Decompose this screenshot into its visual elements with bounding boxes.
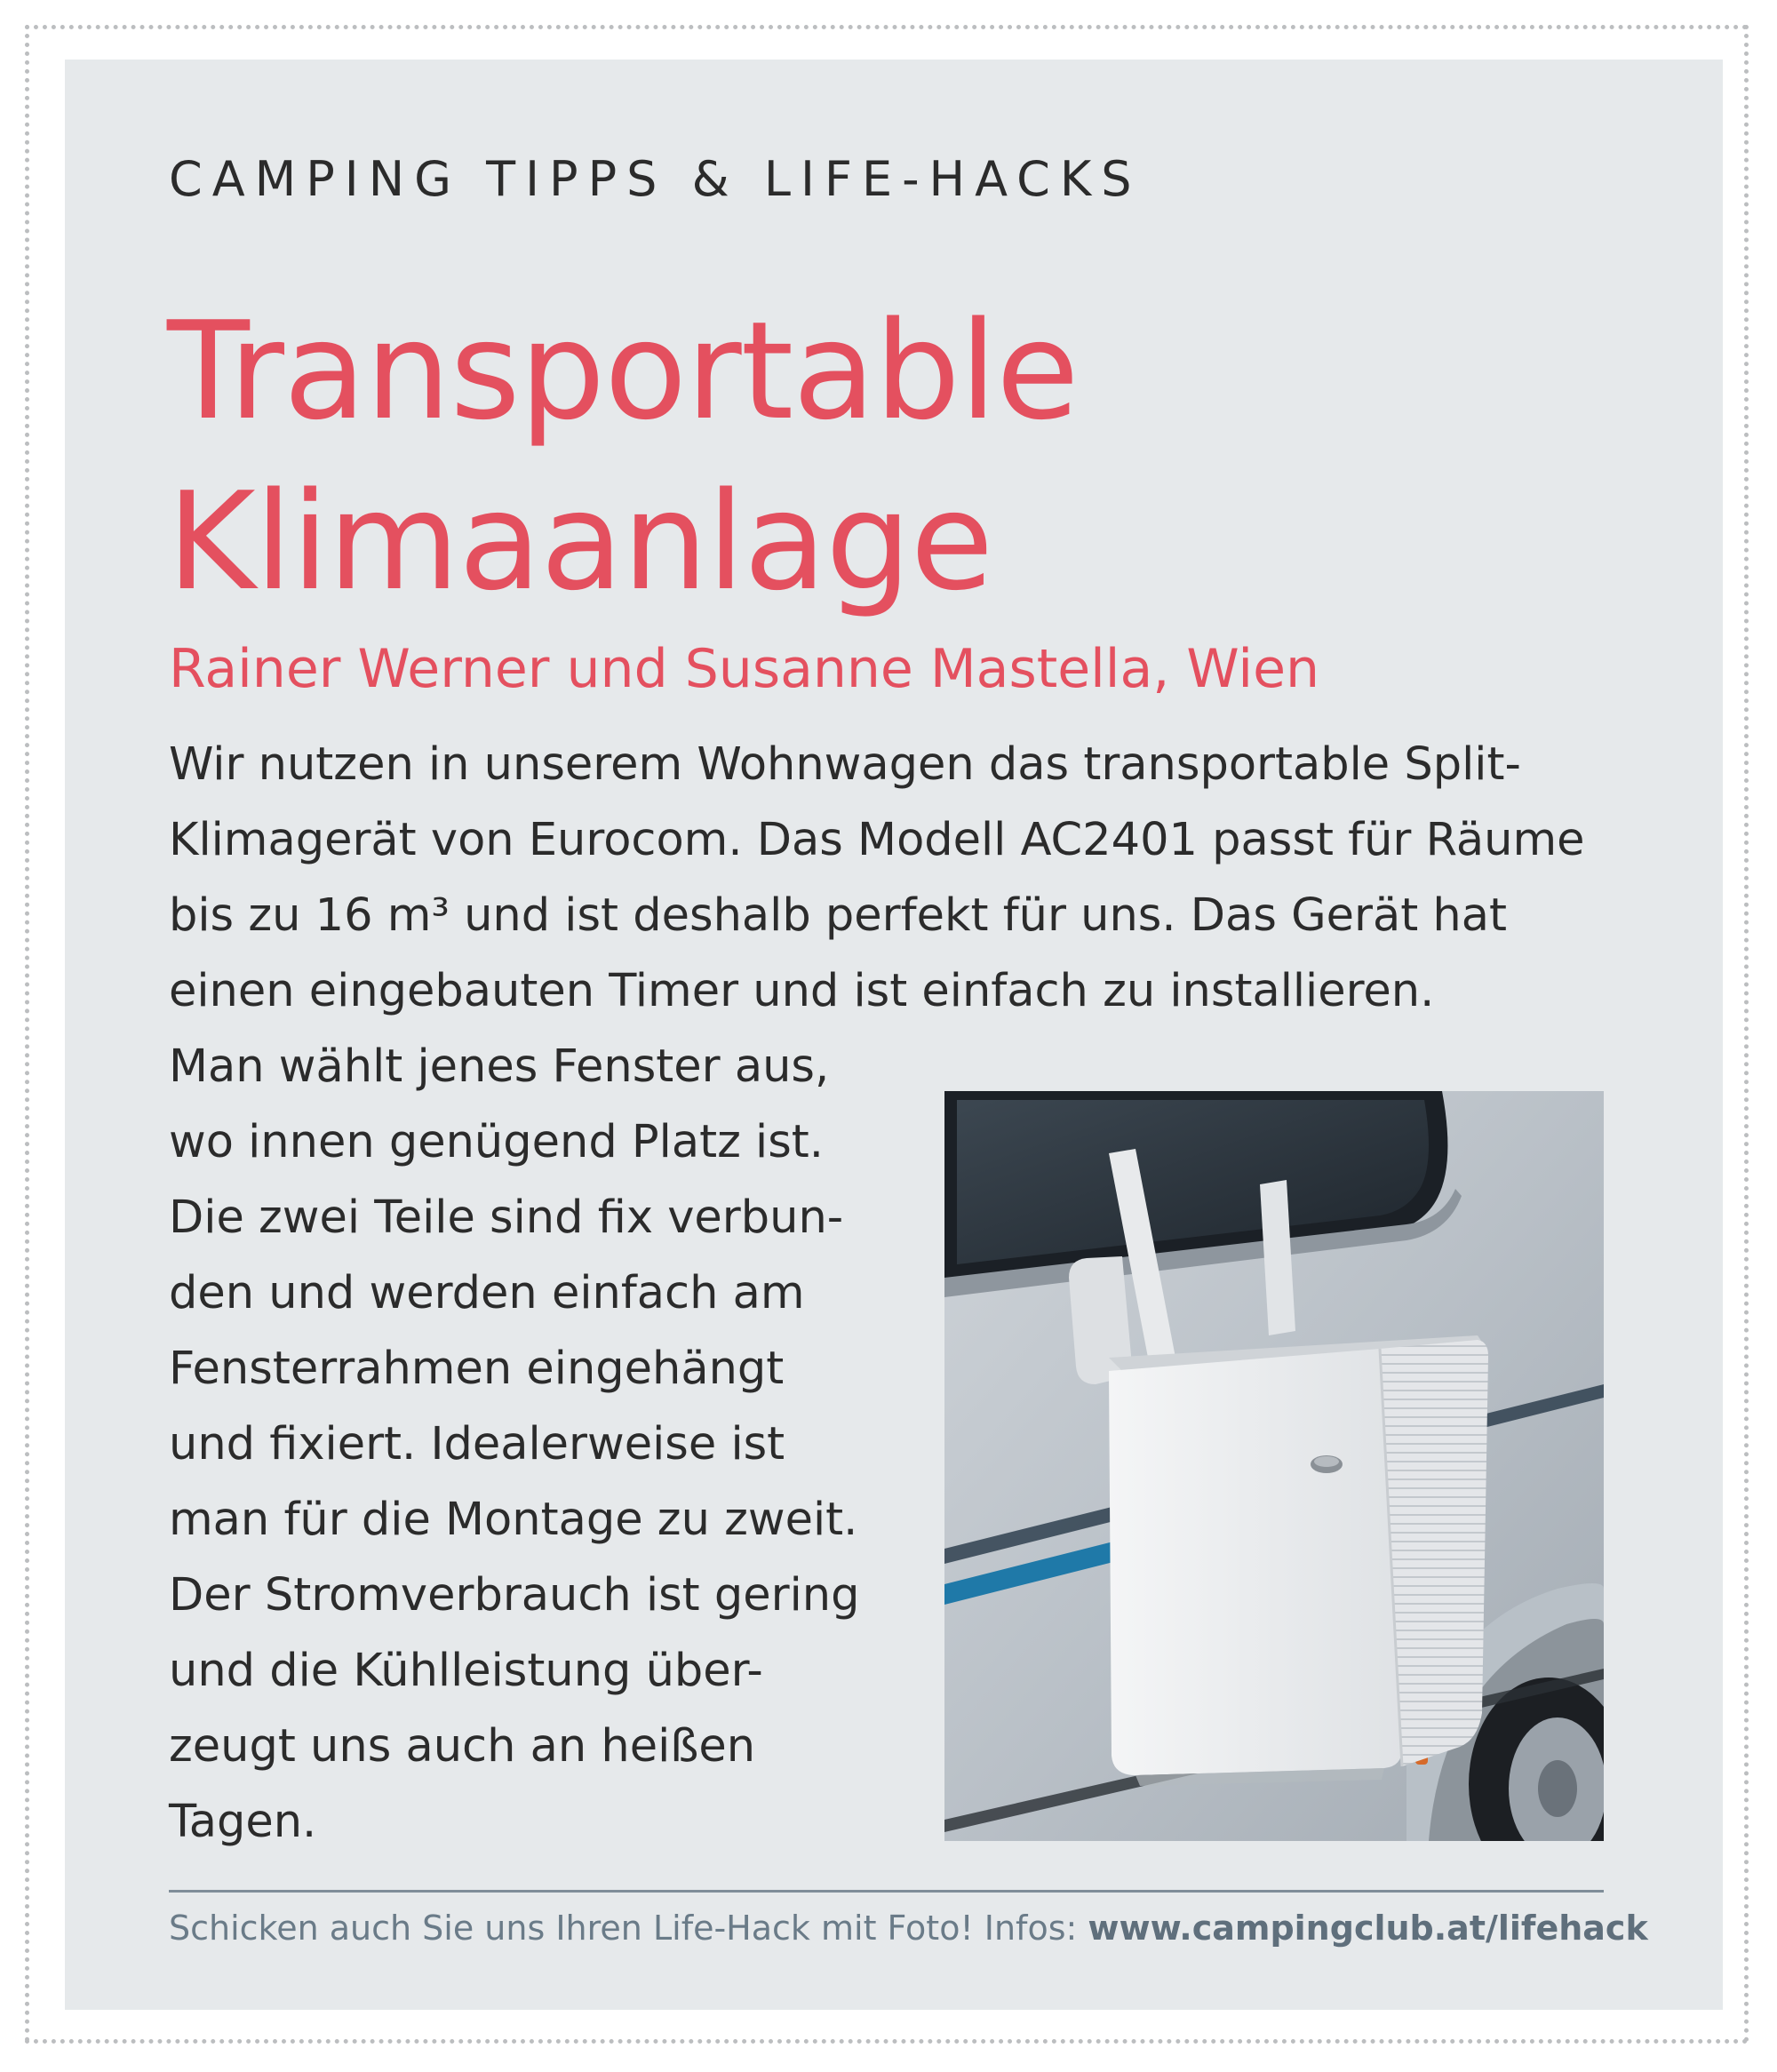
body-intro: [169, 727, 1585, 1029]
section-label: CAMPING TIPPS & LIFE-HACKS: [169, 151, 1142, 207]
body-line: Man wählt jenes Fenster aus,: [169, 1040, 830, 1093]
body-line: einen eingebauten Timer und ist einfach zu installieren.: [169, 965, 1435, 1017]
footer-note: [169, 1909, 1648, 1948]
body-column: [169, 1029, 859, 1860]
footer-divider: [169, 1890, 1604, 1893]
body-line: Klimagerät von Eurocom. Das Modell AC2401 passt für Räume: [169, 814, 1585, 866]
body-line: Wir nutzen in unserem Wohnwagen das transportable Split-: [169, 738, 1521, 791]
body-line: wo innen genügend Platz ist.: [169, 1116, 825, 1168]
footer-link[interactable]: www.campingclub.at/lifehack: [1088, 1909, 1648, 1948]
body-line: Fensterrahmen eingehängt: [169, 1343, 785, 1395]
caravan-air-conditioner-photo: [944, 1091, 1604, 1841]
body-line: zeugt uns auch an heißen: [169, 1720, 756, 1773]
body-line: bis zu 16 m³ und ist deshalb perfekt für uns. Das Gerät hat: [169, 889, 1507, 942]
title-line: Klimaanlage: [167, 463, 993, 620]
title-line: Transportable: [167, 292, 1079, 450]
body-line: und fixiert. Idealerweise ist: [169, 1418, 785, 1470]
body-line: Tagen.: [169, 1796, 317, 1848]
body-line: den und werden einfach am: [169, 1267, 805, 1319]
body-line: Die zwei Teile sind fix verbun-: [169, 1191, 844, 1244]
body-line: und die Kühlleistung über-: [169, 1645, 763, 1697]
body-line: Der Stromverbrauch ist gering: [169, 1569, 860, 1622]
author-byline: Rainer Werner und Susanne Mastella, Wien: [169, 638, 1320, 700]
body-line: man für die Montage zu zweit.: [169, 1494, 858, 1546]
article-title: [167, 286, 1079, 627]
footer-text: Schicken auch Sie uns Ihren Life-Hack mit Foto! Infos:: [169, 1909, 1088, 1948]
